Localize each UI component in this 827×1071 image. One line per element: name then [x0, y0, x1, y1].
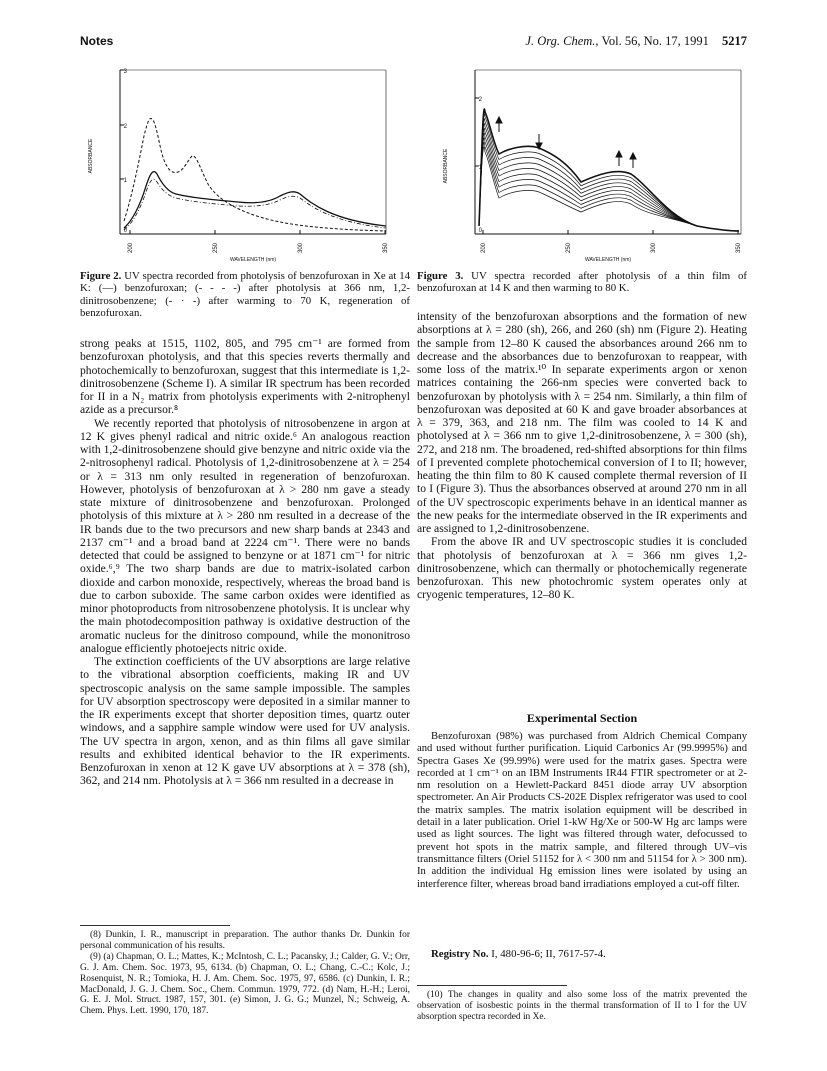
footnote-10: (10) The changes in quality and also some loss of the matrix prevented the observation of isosbestic points in the thermal transformation of II to I for the UV absorption spectra recorded in Xe.	[417, 990, 747, 1022]
fig2-xlabel: WAVELENGTH (nm)	[229, 257, 277, 263]
figure-2-plot	[80, 56, 410, 268]
journal-volume: Vol. 56, No. 17, 1991	[601, 34, 709, 48]
fig3-ytick-1: 1	[478, 165, 482, 171]
figure-3-caption-text: UV spectra recorded after photolysis of a thin film of benzofuroxan at 14 K and then warming to 80 K.	[417, 270, 747, 295]
experimental-body	[417, 731, 747, 891]
fig2-curve-benzofuroxan	[124, 172, 386, 228]
footnote-rule-right	[417, 985, 567, 986]
experimental-paragraph: Benzofuroxan (98%) was purchased from Aldrich Chemical Company and used without further purification. Liquid Carbonics Ar (99.9995%) and Spectra Gases Xe (99.99%) were used for the matrix gases. Spectra were recorded at 1 cm⁻¹ on an IBM Instruments IR44 FTIR spectrometer or at 2-nm resolution on a Hewlett-Packard 8451 diode array UV absorption spectrometer. An Air Products CS-202E Displex refrigerator was used to cool the matrix samples. The matrix isolation equipment will be described in detail in a later publication. Oriel 1-kW Hg/Xe or 500-W Hg arc lamps were used as light sources. The light was filtered through water, defocussed to prevent hot spots in the matrix sample, and filtered through UV–vis transmittance filters (Oriel 51152 for λ < 300 nm and 51154 for λ > 300 nm). In addition the individual Hg emission lines were isolated by using an interference filter, whereas broad band irradiations employed a cut-off filter.	[417, 731, 747, 890]
left-paragraph-2: We recently reported that photolysis of nitrosobenzene in argon at 12 K gives phenyl radical and nitric oxide.⁶ An analogous reaction with 1,2-dinitrosobenzene should give benzyne and nitric oxide via the 2-nitrosophenyl radical. Photolysis of 1,2-dinitrosobenzene at λ = 254 or λ = 313 nm only resulted in regeneration of benzofuroxan. However, photolysis of benzofuroxan at λ > 280 nm gave a steady state mixture of dinitrosobenzene and benzofuroxan. Prolonged photolysis of this mixture at λ > 280 nm resulted in a decrease of the IR bands due to the two precursors and new sharp bands at 2343 and 2137 cm⁻¹ and a broad band at 2224 cm⁻¹. There were no bands detected that could be assigned to benzyne or at 1871 cm⁻¹ for nitric oxide.⁶,⁹ The two sharp bands are due to matrix-isolated carbon dioxide and carbon monoxide, respectively, whereas the broad band is due to carbon suboxide. The same carbon oxides were identified as minor photoproducts from nitrosobenzene photolysis. It is unclear why the main photodecomposition pathway is oxidative destruction of the aromatic nucleus for the dinitroso compound, while the mononitroso analogue efficiently photoejects nitric oxide.	[80, 416, 410, 655]
fig2-xtick-350: 350	[383, 242, 389, 254]
registry-line	[431, 948, 606, 960]
fig2-ytick-2: 2	[123, 124, 127, 130]
right-paragraph-2: From the above IR and UV spectroscopic studies it is concluded that photolysis of benzofuroxan at λ = 366 nm gives 1,2-dinitrosobenzene, which can thermally or photochemically regenerate benzofuroxan. This new photochromic system operates only at cryogenic temperatures, 12–80 K.	[417, 535, 747, 602]
registry-text: I, 480-96-6; II, 7617-57-4.	[491, 948, 606, 960]
fig2-xtick-250: 250	[213, 242, 219, 254]
running-header-journal	[525, 34, 747, 49]
fig2-ytick-3: 3	[123, 69, 127, 75]
page-number: 5217	[722, 34, 747, 48]
fig2-xtick-300: 300	[298, 242, 304, 254]
fig3-xtick-250: 250	[566, 242, 572, 254]
figure-2-caption-text: UV spectra recorded from photolysis of benzofuroxan in Xe at 14 K: (—) benzofuroxan; (- - - -) after photolysis at 366 nm, 1,2-dinitrosobenzene; (- · -) after warming to 70 K, regeneration of benzofuroxan.	[80, 270, 410, 319]
running-header-section: Notes	[80, 34, 114, 48]
fig3-spectrum-curve	[479, 109, 739, 231]
fig3-spectrum-curve	[479, 123, 739, 231]
fig3-ytick-0: 0	[478, 228, 482, 234]
figure-3-plot	[417, 56, 747, 268]
left-paragraph-1: strong peaks at 1515, 1102, 805, and 795 cm⁻¹ are formed from benzofuroxan photolysis, and that this species reverts thermally and photochemically to benzofuroxan, suggest that this intermediate is 1,2-dinitrosobenzene (Scheme I). A similar IR spectrum has been recorded for II in a N₂ matrix from photolysis experiments with 2-nitrophenyl azide as a precursor.⁸	[80, 337, 410, 417]
fig3-ylabel: ABSORBANCE	[443, 148, 449, 184]
right-paragraph-1: intensity of the benzofuroxan absorptions and the formation of new absorptions at λ = 280 (sh), 266, and 260 (sh) nm (Figure 2). Heating the sample from 12–80 K caused the absorbances around 266 nm to decrease and the absorbances due to benzofuroxan to reappear, with some loss of the matrix.¹⁰ In separate experiments argon or xenon matrices containing the 266-nm species were converted back to benzofuroxan by photolysis with λ = 254 nm. Similarly, a thin film of benzofuroxan was deposited at 60 K and gave broader absorbances at λ = 379, 363, and 218 nm. The film was cooled to 14 K and photolysed at λ = 366 nm to give 1,2-dinitrosobenzene, λ = 300 (sh), 272, and 218 nm. The broadened, red-shifted absorptions for thin films of I prevented complete photochemical conversion of I to II; however, heating the thin film to 80 K caused complete thermal reversion of II to I (Figure 3). Thus the absorbances observed at around 270 nm in all of the UV spectroscopic experiments behave in an identical manner as the new peaks for the intermediate observed in the IR experiments and are assigned to 1,2-dinitrosobenzene.	[417, 310, 747, 535]
fig2-curve-warmed	[124, 179, 386, 230]
footnote-8: (8) Dunkin, I. R., manuscript in preparation. The author thanks Dr. Dunkin for personal communication of his results.	[80, 930, 410, 951]
footnote-9: (9) (a) Chapman, O. L.; Mattes, K.; McIntosh, C. L.; Pacansky, J.; Calder, G. V.; Orr, G. J. Am. Chem. Soc. 1973, 95, 6134. (b) Chapman, O. L.; Chang, C.-C.; Kolc, J.; Rosenquist, N. R.; Tomioka, H. J. Am. Chem. Soc. 1975, 97, 6586. (c) Dunkin, I. R.; MacDonald, J. G. J. Chem. Soc., Chem. Commun. 1979, 772. (d) Nam, H.-H.; Leroi, G. E. J. Mol. Struct. 1987, 157, 301. (e) Simon, J. G. G.; Munzel, N.; Schweig, A. Chem. Phys. Lett. 1990, 170, 187.	[80, 951, 410, 1017]
fig3-spectra-family	[479, 109, 739, 231]
fig2-ytick-0: 0	[123, 228, 127, 234]
experimental-heading: Experimental Section	[526, 711, 638, 725]
footnote-rule-left	[80, 925, 230, 926]
figure-2	[80, 56, 410, 268]
figure-2-caption-label: Figure 2.	[80, 270, 122, 282]
left-paragraph-3: The extinction coefficients of the UV absorptions are large relative to the vibrational absorption coefficients, making IR and UV spectroscopic analysis on the same sample impossible. The samples for UV absorption spectroscopy were deposited in a similar manner to the IR experiments except that shorter deposition times, quartz outer windows, and a sapphire sample window were used for UV analysis. The UV spectra in argon, xenon, and as thin films all gave similar results and exhibited identical behavior to the IR experiments. Benzofuroxan in xenon at 12 K gave UV absorptions at λ = 378 (sh), 362, and 214 nm. Photolysis at λ = 366 nm resulted in a decrease in	[80, 655, 410, 788]
fig2-curve-dinitrosobenzene	[124, 118, 386, 231]
fig3-spectrum-curve	[479, 142, 739, 231]
fig3-xtick-350: 350	[736, 242, 742, 254]
fig2-ytick-1: 1	[123, 178, 127, 184]
figure-2-caption	[80, 270, 410, 319]
fig2-ylabel: ABSORBANCE	[88, 138, 94, 174]
right-column-body	[417, 310, 747, 602]
fig3-xtick-300: 300	[651, 242, 657, 254]
registry-label: Registry No.	[431, 948, 489, 960]
fig3-xlabel: WAVELENGTH (nm)	[584, 257, 632, 263]
figure-3-caption-label: Figure 3.	[417, 270, 464, 282]
figure-3	[417, 56, 747, 268]
fig3-ytick-2: 2	[478, 97, 482, 103]
fig3-spectrum-curve	[479, 147, 739, 231]
fig3-xtick-200: 200	[481, 242, 487, 254]
fig3-spectrum-curve	[479, 138, 739, 231]
footnote-right	[417, 990, 747, 1023]
figure-3-caption	[417, 270, 747, 295]
fig3-arrows	[496, 117, 636, 168]
left-column-body	[80, 337, 410, 788]
fig2-xtick-200: 200	[128, 242, 134, 254]
journal-name: J. Org. Chem.,	[525, 34, 599, 48]
footnotes-left	[80, 930, 410, 1017]
